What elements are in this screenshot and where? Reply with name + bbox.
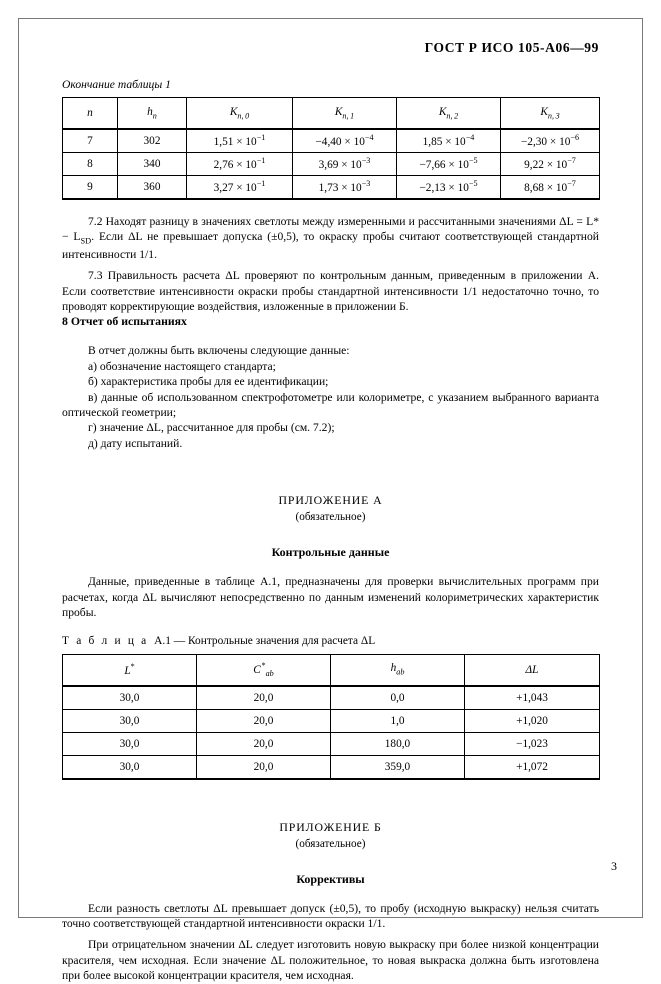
cell-k2: $-2,13 \times 10^{-5}$ [397,176,501,200]
appendix-a-subtitle: (обязательное) [295,511,366,524]
th-kn2: $K_{n, 2}$ [397,98,501,130]
table-a1-caption-label: Т а б л и ц а [62,634,149,647]
cell-l: 30,0 [63,732,197,755]
clause-7-3: 7.3 Правильность расчета ΔL проверяют по контрольным данным, приведенным в приложении А. Если соответствие интенсивности окраски пробы стандартной интенсивности 1/1 недостаточно точно, то проводят корректирующие воздействия, изложенные в приложении Б. [62,269,599,314]
appendix-a-title: ПРИЛОЖЕНИЕ А [278,493,383,508]
clause-7-2-text: 7.2 Находят разницу в значениях светлоты между измеренными и рассчитанными значениями ΔL = L* − L [62,215,599,244]
document-standard-id: ГОСТ Р ИСО 105-A06—99 [424,40,599,55]
table-row [63,176,600,200]
cell-h: 340 [118,153,187,176]
cell-c: 20,0 [197,732,331,755]
cell-l: 30,0 [63,755,197,779]
appendix-b-para-2: При отрицательном значении ΔL следует изготовить новую выкраску при более низкой концентрации красителя, чем исходная. Если значение ΔL положительное, то новая выкраска должна быть изготовлена при более высокой концентрации красителя, чем исходная. [62,938,599,983]
cell-n: 9 [63,176,118,200]
table-a1 [62,654,600,780]
table-a1-caption-rest: А.1 — Контрольные значения для расчета ΔL [154,634,376,647]
th-hn: $h_n$ [118,98,187,130]
cell-k0: $3,27 \times 10^{-1}$ [187,176,293,200]
table1-caption: Окончание таблицы 1 [62,78,171,91]
cell-k1: $1,73 \times 10^{-3}$ [293,176,397,200]
cell-c: 20,0 [197,709,331,732]
th-n: n [63,98,118,130]
cell-dl: +1,043 [465,686,600,710]
section-8-heading: 8 Отчет об испытаниях [62,314,187,329]
th-c-ab: C *$_{ab}$ [197,654,331,686]
th-kn0: $K_{n, 0}$ [187,98,293,130]
appendix-b-subtitle: (обязательное) [295,837,366,850]
cell-l: 30,0 [63,686,197,710]
clause-7-2-tail: . Если ΔL не превышает допуска (±0,5), то окраску пробы считают соответствующей стандартной интенсивности 1/1. [62,230,599,261]
cell-h: 1,0 [331,709,465,732]
table-row [63,732,600,755]
section-8-item-v: в) данные об использованном спектрофотометре или колориметре, с указанием выбранного варианта оптической геометрии; [62,390,599,420]
table-a1-caption [62,635,599,647]
cell-dl: +1,020 [465,709,600,732]
section-8-item-a: а) обозначение настоящего стандарта; [88,359,276,373]
table-header-row [63,654,600,686]
table-row [63,709,600,732]
cell-h: 359,0 [331,755,465,779]
cell-h: 360 [118,176,187,200]
th-kn1: $K_{n, 1}$ [293,98,397,130]
cell-k3: $-2,30 \times 10^{-6}$ [501,129,600,153]
cell-c: 20,0 [197,755,331,779]
cell-k2: $1,85 \times 10^{-4}$ [397,129,501,153]
appendix-a-intro: Данные, приведенные в таблице А.1, предназначены для проверки вычислительных программ при расчетах, когда ΔL вычисляют непосредственно по данным изменений колориметрических характеристик пробы. [62,575,599,620]
th-l-star: L* [63,654,197,686]
cell-k0: $1,51 \times 10^{-1}$ [187,129,293,153]
page-number: 3 [611,859,617,873]
cell-k0: $2,76 \times 10^{-1}$ [187,153,293,176]
cell-k3: $8,68 \times 10^{-7}$ [501,176,600,200]
cell-h: 180,0 [331,732,465,755]
cell-h: 0,0 [331,686,465,710]
cell-h: 302 [118,129,187,153]
cell-dl: −1,023 [465,732,600,755]
page-content [62,40,599,984]
cell-k1: $-4,40 \times 10^{-4}$ [293,129,397,153]
section-8-intro: В отчет должны быть включены следующие данные: [88,344,350,358]
table-row [63,686,600,710]
table-header-row [63,98,600,130]
cell-k2: $-7,66 \times 10^{-5}$ [397,153,501,176]
section-8-item-d: д) дату испытаний. [88,436,183,450]
table-row [63,153,600,176]
cell-k1: $3,69 \times 10^{-3}$ [293,153,397,176]
appendix-a-name: Контрольные данные [271,545,390,560]
appendix-b-name: Коррективы [296,871,365,886]
clause-7-2 [62,214,599,262]
appendix-b-para-1: Если разность светлоты ΔL превышает допуск (±0,5), то пробу (исходную выкраску) нельзя считать точно соответствующей стандартной интенсивности окраски 1/1. [62,901,599,930]
cell-c: 20,0 [197,686,331,710]
table-1-continued [62,97,600,200]
appendix-b-title: ПРИЛОЖЕНИЕ Б [279,819,382,834]
cell-l: 30,0 [63,709,197,732]
table-row [63,755,600,779]
th-kn3: $K_{n, 3}$ [501,98,600,130]
section-8-item-b: б) характеристика пробы для ее идентификации; [88,375,329,389]
th-h-ab: $h_{ab}$ [331,654,465,686]
clause-7-2-subscript: SD [80,236,92,246]
cell-dl: +1,072 [465,755,600,779]
cell-k3: $9,22 \times 10^{-7}$ [501,153,600,176]
cell-n: 8 [63,153,118,176]
cell-n: 7 [63,129,118,153]
section-8-item-g: г) значение ΔL, рассчитанное для пробы (см. 7.2); [88,421,335,435]
table-row [63,129,600,153]
th-delta-l: ΔL [465,654,600,686]
